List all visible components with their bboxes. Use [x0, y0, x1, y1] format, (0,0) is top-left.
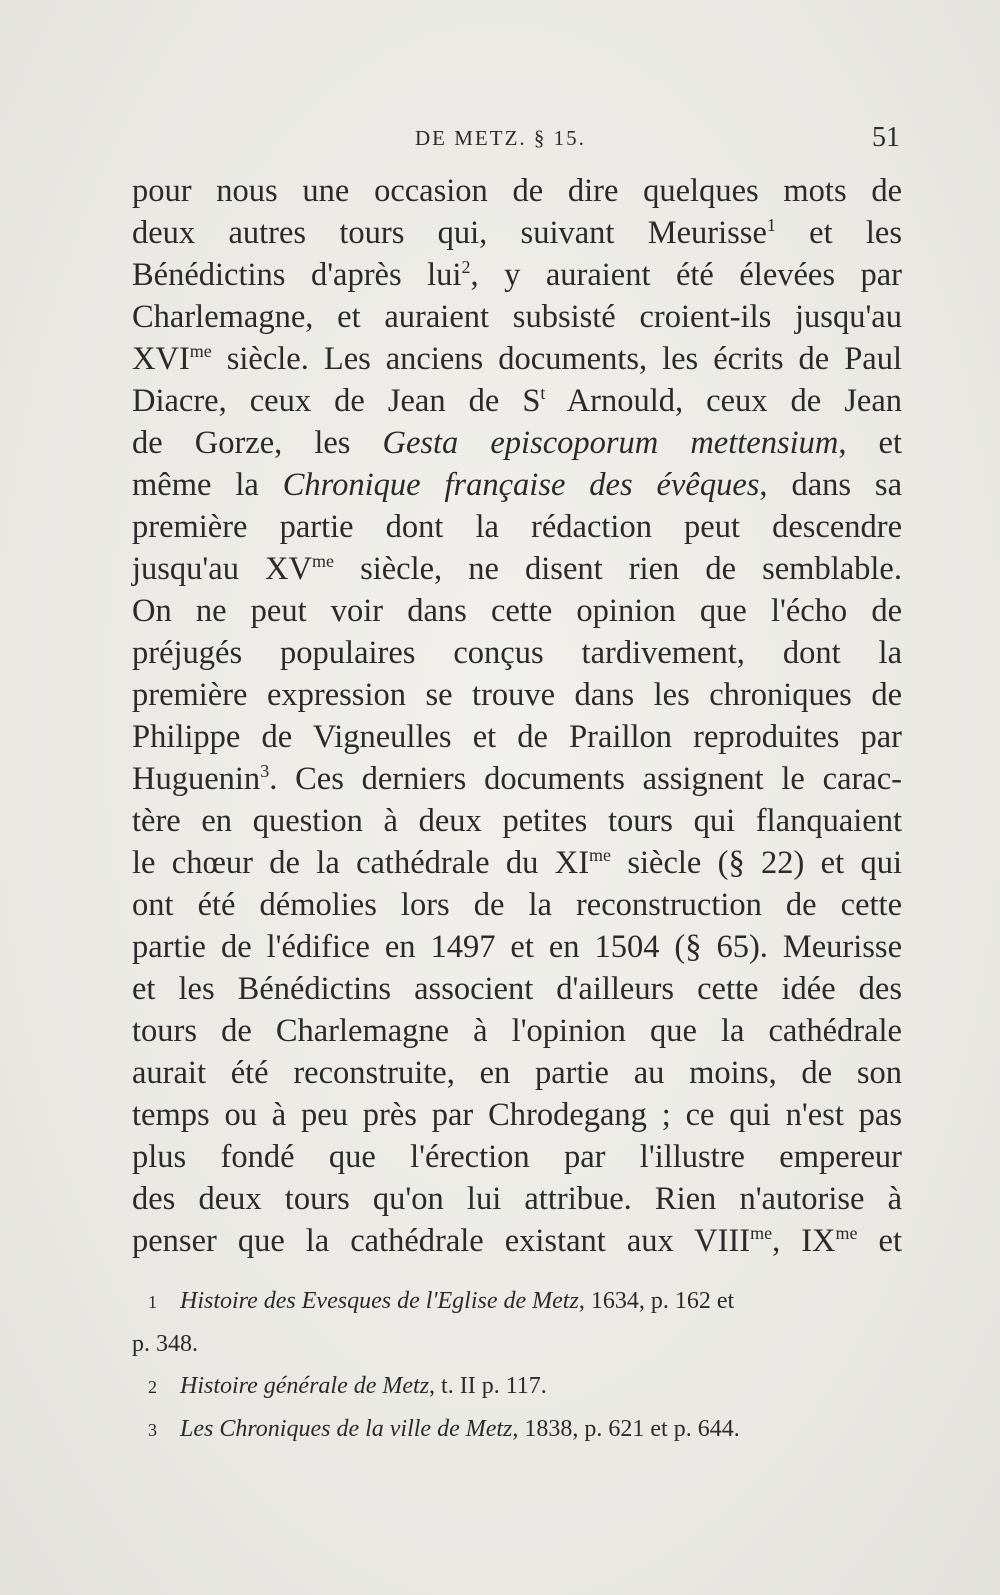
page-header: [130, 122, 900, 166]
text-line: On ne peut voir dans cette opinion que l'écho de: [132, 593, 902, 629]
footnote-1-continuation: p. 348.: [132, 1331, 198, 1357]
text-line: temps ou à peu près par Chrodegang ; ce qui n'est pas: [132, 1097, 902, 1133]
text-line: Bénédictins d'après lui$^2$, y auraient été élevées par: [132, 257, 902, 293]
text-line: et les Bénédictins associent d'ailleurs cette idée des: [132, 971, 902, 1007]
text-line: plus fondé que l'érection par l'illustre empereur: [132, 1139, 902, 1175]
text-line: deux autres tours qui, suivant Meurisse$^1$ et les: [132, 215, 902, 251]
footnote-ref: 3: [260, 761, 270, 781]
text-line: $XVI^{me}$ siècle. Les anciens documents, les écrits de Paul: [132, 341, 902, 377]
text-line: Diacre, ceux de Jean de $S^t$ Arnould, ceux de Jean: [132, 383, 902, 419]
footnotes: [132, 1280, 908, 1451]
text-line: Philippe de Vigneulles et de Praillon reproduites par: [132, 719, 902, 755]
footnote-3: 3 Les Chroniques de la ville de Metz, 1838, p. 621 et p. 644.: [148, 1416, 740, 1442]
italic-title: Gesta episcoporum mettensium: [382, 425, 839, 461]
text-line: Charlemagne, et auraient subsisté croient-ils jusqu'au: [132, 299, 902, 335]
text-line: le chœur de la cathédrale du $XI^{me}$ siècle (§ 22) et qui: [132, 845, 902, 881]
text-line: première expression se trouve dans les chroniques de: [132, 677, 902, 713]
footnote-1: 1 Histoire des Evesques de l'Eglise de Metz, 1634, p. 162 et: [148, 1288, 735, 1314]
running-head: DE METZ. § 15.: [415, 126, 586, 150]
text-line: tours de Charlemagne à l'opinion que la cathédrale: [132, 1013, 902, 1049]
text-line: Huguenin$^3$. Ces derniers documents assignent le carac-: [132, 761, 902, 797]
text-line: partie de l'édifice en 1497 et en 1504 (§ 65). Meurisse: [132, 929, 902, 965]
text-line: jusqu'au $XV^{me}$ siècle, ne disent rien de semblable.: [132, 551, 902, 587]
text-line: pour nous une occasion de dire quelques mots de: [132, 173, 902, 209]
text-line: première partie dont la rédaction peut descendre: [132, 509, 902, 545]
italic-title: Chronique française des évêques: [282, 467, 760, 503]
text-line: penser que la cathédrale existant aux $VIII^{me}$, $IX^{me}$ et: [132, 1223, 902, 1259]
page-number: 51: [872, 122, 900, 153]
text-line: de Gorze, les Gesta episcoporum mettensium, et: [132, 425, 902, 461]
text-line: ont été démolies lors de la reconstruction de cette: [132, 887, 902, 923]
text-line: tère en question à deux petites tours qui flanquaient: [132, 803, 902, 839]
text-line: aurait été reconstruite, en partie au moins, de son: [132, 1055, 902, 1091]
footnote-ref: 2: [461, 257, 471, 277]
text-line: des deux tours qu'on lui attribue. Rien n'autorise à: [132, 1181, 902, 1217]
text-line: même la Chronique française des évêques, dans sa: [132, 467, 903, 503]
footnote-ref: 1: [766, 215, 776, 235]
body-text: [132, 170, 902, 1262]
footnote-2: 2 Histoire générale de Metz, t. II p. 117.: [148, 1373, 547, 1399]
text-line: préjugés populaires conçus tardivement, dont la: [132, 635, 902, 671]
